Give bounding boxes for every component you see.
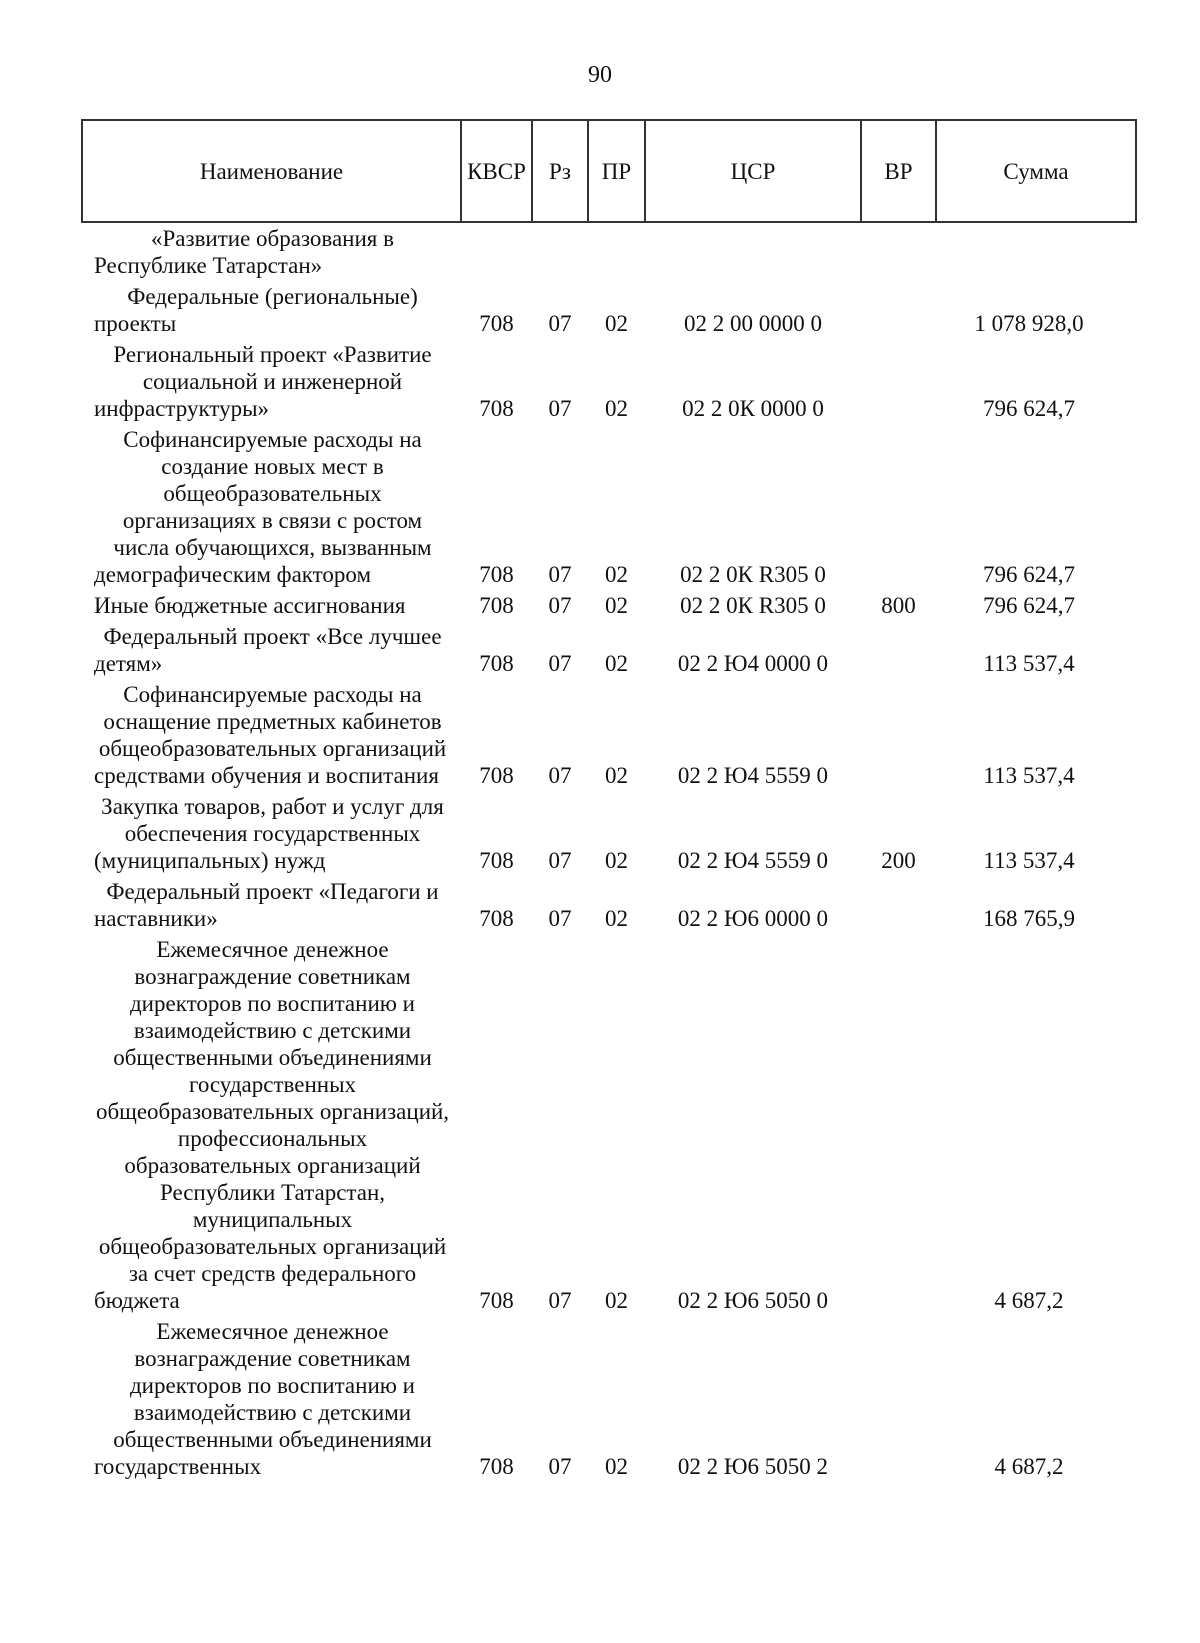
header-kvsr: КВСР — [461, 120, 532, 222]
table-row — [82, 621, 1136, 679]
cell-rz: 07 — [548, 1454, 572, 1479]
cell-rz: 07 — [548, 906, 572, 931]
cell-pr: 02 — [605, 848, 628, 873]
cell-rz: 07 — [548, 763, 572, 788]
cell-pr: 02 — [605, 593, 628, 618]
header-name: Наименование — [82, 120, 461, 222]
cell-vr — [861, 876, 936, 934]
cell-name: Иные бюджетные ассигнования — [94, 593, 406, 618]
cell-kvsr: 708 — [479, 593, 514, 618]
cell-csr: 02 2 00 0000 0 — [684, 311, 822, 336]
cell-kvsr: 708 — [479, 763, 514, 788]
header-rz: Рз — [532, 120, 588, 222]
cell-kvsr — [461, 222, 532, 281]
cell-vr — [861, 222, 936, 281]
cell-kvsr: 708 — [479, 1288, 514, 1313]
header-vr: ВР — [861, 120, 936, 222]
cell-csr: 02 2 Ю6 5050 0 — [677, 1288, 829, 1313]
cell-sum: 113 537,4 — [983, 848, 1075, 873]
cell-vr — [861, 679, 936, 791]
cell-sum: 4 687,2 — [994, 1454, 1064, 1479]
cell-pr: 02 — [605, 562, 628, 587]
header-sum: Сумма — [936, 120, 1136, 222]
cell-vr: 800 — [881, 593, 916, 618]
cell-sum: 796 624,7 — [983, 593, 1075, 618]
cell-pr: 02 — [605, 1454, 628, 1479]
cell-rz: 07 — [548, 848, 572, 873]
cell-rz: 07 — [548, 311, 572, 336]
cell-kvsr: 708 — [479, 562, 514, 587]
header-pr: ПР — [588, 120, 645, 222]
cell-sum: 168 765,9 — [983, 906, 1075, 931]
table-header — [82, 120, 1136, 222]
cell-name: «Развитие образования в Республике Татарстан» — [94, 226, 394, 278]
cell-kvsr: 708 — [479, 651, 514, 676]
cell-sum: 113 537,4 — [983, 763, 1075, 788]
cell-name: Федеральный проект «Педагоги и наставники» — [94, 879, 439, 931]
cell-vr — [861, 621, 936, 679]
cell-name: Региональный проект «Развитие социальной и инженерной инфраструктуры» — [94, 342, 432, 421]
cell-sum: 796 624,7 — [983, 562, 1075, 587]
cell-pr: 02 — [605, 311, 628, 336]
cell-pr: 02 — [605, 396, 628, 421]
cell-rz: 07 — [548, 593, 572, 618]
table-row — [82, 222, 1136, 281]
cell-name: Ежемесячное денежное вознаграждение советникам директоров по воспитанию и взаимодействию с детскими общественными объединениями государственных — [94, 1319, 432, 1479]
cell-sum: 4 687,2 — [994, 1288, 1064, 1313]
cell-vr — [861, 281, 936, 339]
table-row — [82, 424, 1136, 590]
cell-csr: 02 2 Ю6 0000 0 — [677, 906, 829, 931]
cell-csr: 02 2 0К R305 0 — [680, 562, 826, 587]
cell-name: Федеральные (региональные) проекты — [94, 284, 418, 336]
cell-pr: 02 — [605, 1288, 628, 1313]
cell-pr: 02 — [605, 906, 628, 931]
table-row — [82, 934, 1136, 1316]
cell-name: Закупка товаров, работ и услуг для обеспечения государственных (муниципальных) нужд — [94, 794, 444, 873]
table-body — [82, 222, 1136, 1482]
cell-csr — [645, 222, 861, 281]
cell-rz: 07 — [548, 562, 572, 587]
cell-rz — [532, 222, 588, 281]
cell-sum: 113 537,4 — [983, 651, 1075, 676]
cell-kvsr: 708 — [479, 1454, 514, 1479]
cell-name: Федеральный проект «Все лучшее детям» — [94, 624, 442, 676]
cell-vr — [861, 934, 936, 1316]
table-row — [82, 679, 1136, 791]
cell-sum: 796 624,7 — [983, 396, 1075, 421]
cell-kvsr: 708 — [479, 848, 514, 873]
cell-vr — [861, 339, 936, 424]
cell-kvsr: 708 — [479, 906, 514, 931]
table-row — [82, 876, 1136, 934]
table-row — [82, 339, 1136, 424]
budget-table — [81, 119, 1137, 1482]
table-row — [82, 791, 1136, 876]
cell-rz: 07 — [548, 396, 572, 421]
cell-pr: 02 — [605, 763, 628, 788]
cell-csr: 02 2 Ю4 5559 0 — [677, 848, 829, 873]
table-row — [82, 281, 1136, 339]
header-csr: ЦСР — [645, 120, 861, 222]
cell-csr: 02 2 0К R305 0 — [680, 593, 826, 618]
cell-rz: 07 — [548, 651, 572, 676]
cell-vr: 200 — [881, 848, 916, 873]
table-row — [82, 1316, 1136, 1482]
cell-csr: 02 2 Ю4 5559 0 — [677, 763, 829, 788]
cell-rz: 07 — [548, 1288, 572, 1313]
cell-sum: 1 078 928,0 — [974, 311, 1084, 336]
table-row — [82, 590, 1136, 621]
cell-csr: 02 2 Ю6 5050 2 — [677, 1454, 829, 1479]
cell-pr — [588, 222, 645, 281]
page-number: 90 — [588, 62, 612, 88]
cell-kvsr: 708 — [479, 396, 514, 421]
cell-vr — [861, 1316, 936, 1482]
cell-sum — [936, 222, 1136, 281]
cell-kvsr: 708 — [479, 311, 514, 336]
cell-vr — [861, 424, 936, 590]
cell-name: Ежемесячное денежное вознаграждение советникам директоров по воспитанию и взаимодействию с детскими общественными объединениями государственных общеобразовательных организаций, профессиональных образовательных организаций Республики Татарстан, муниципальных общеобразовательных организаций за счет средств федерального бюджета — [94, 937, 450, 1313]
cell-csr: 02 2 Ю4 0000 0 — [677, 651, 829, 676]
cell-pr: 02 — [605, 651, 628, 676]
cell-csr: 02 2 0К 0000 0 — [682, 396, 824, 421]
cell-name: Софинансируемые расходы на создание новых мест в общеобразовательных организациях в связи с ростом числа обучающихся, вызванным демографическим фактором — [94, 427, 432, 587]
cell-name: Софинансируемые расходы на оснащение предметных кабинетов общеобразовательных организаций средствами обучения и воспитания — [94, 682, 447, 788]
